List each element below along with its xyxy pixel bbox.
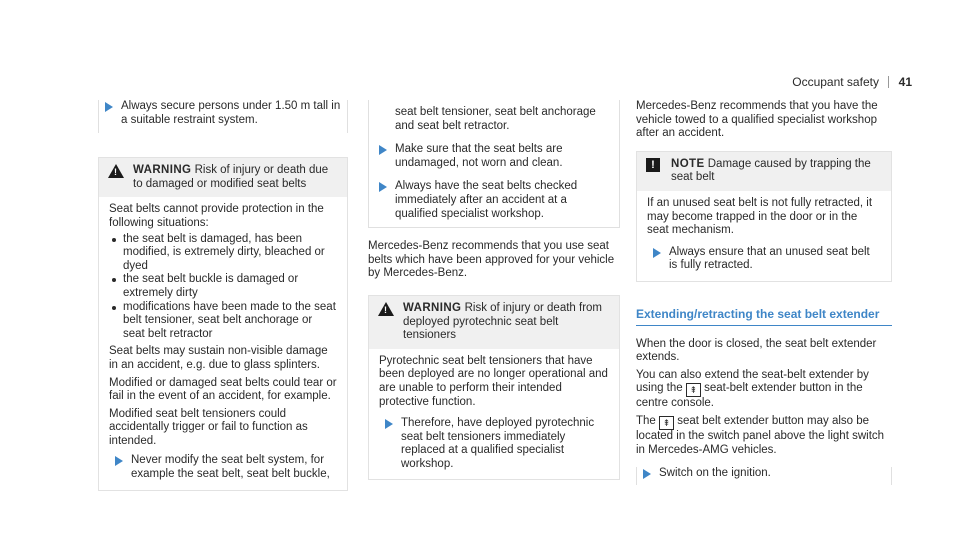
warning-triangle-icon: !	[378, 302, 394, 316]
warning-box	[368, 295, 620, 481]
paragraph: Mercedes-Benz recommends that you have the vehicle towed to a qualified specialist workshop after an accident.	[636, 100, 878, 140]
warning-body: Seat belts cannot provide protection in the following situations: the seat belt is damaged, has been modified, is extremely dirty, bleached or dyed the seat belt buckle is damaged or extremely dirty modifications have been made to the seat belt tensioner, seat belt anchorage or seat belt retractor Seat belts may sustain non-visible damage in an accident, e.g. due to glass splinters. Modified or damaged seat belts could tear or fail in the event of an accident, for example. Modified seat belt tensioners could accidentally trigger or fail to function as intended. Never modify the seat belt system, for example the seat belt, seat belt buckle,	[109, 203, 337, 481]
column-1	[98, 100, 348, 491]
page-header	[792, 76, 912, 90]
note-header: ! NOTE Damage caused by trapping the seat belt	[637, 152, 891, 191]
warning-header: ! WARNING Risk of injury or death from deployed pyrotechnic seat belt tensioners	[369, 296, 619, 349]
step-arrow-icon	[115, 456, 123, 466]
warning-list	[109, 233, 337, 342]
paragraph: When the door is closed, the seat belt extender extends.	[636, 337, 877, 364]
warning-body: Pyrotechnic seat belt tensioners that have been deployed are no longer operational and are unable to perform their intended protective function. Therefore, have deployed pyrotechnic seat belt tensioners immediately replaced at a qualified specialist workshop.	[379, 354, 608, 470]
seat-belt-extender-button-icon: ⇞	[686, 383, 701, 397]
section-title: Occupant safety	[792, 75, 879, 89]
paragraph: Mercedes-Benz recommends that you use seat belts which have been approved for your vehicle by Mercedes-Benz.	[368, 240, 615, 280]
instruction-step: Therefore, have deployed pyrotechnic seat belt tensioners immediately replaced at a qualified specialist workshop.	[379, 417, 609, 471]
page-number: 41	[898, 75, 912, 89]
instruction-step: Always secure persons under 1.50 m tall in a suitable restraint system.	[98, 100, 348, 133]
instruction-step: Always ensure that an unused seat belt is fully retracted.	[647, 246, 881, 273]
instruction-step: Make sure that the seat belts are undamaged, not worn and clean.	[373, 143, 609, 170]
list-item: the seat belt buckle is damaged or extremely dirty	[109, 273, 337, 300]
instruction-step: Switch on the ignition.	[636, 467, 892, 485]
warning-box	[98, 157, 348, 490]
seat-belt-extender-button-icon: ⇞	[659, 416, 674, 430]
step-arrow-icon	[379, 145, 387, 155]
note-body: If an unused seat belt is not fully retracted, it may become trapped in the door or in the seat mechanism. Always ensure that an unused seat belt is fully retracted.	[637, 191, 891, 281]
paragraph: The ⇞ seat belt extender button may also be located in the switch panel above the light switch in Mercedes-AMG vehicles.	[636, 414, 885, 456]
list-item: the seat belt is damaged, has been modified, is extremely dirty, bleached or dyed	[109, 233, 337, 274]
step-arrow-icon	[643, 469, 651, 479]
list-item: modifications have been made to the seat belt tensioner, seat belt anchorage or seat belt retractor	[109, 301, 337, 342]
step-arrow-icon	[379, 182, 387, 192]
column-3	[636, 100, 892, 485]
note-box	[636, 151, 892, 282]
column-2	[368, 100, 620, 480]
paragraph: You can also extend the seat-belt extender by using the ⇞ seat-belt extender button in the centre console.	[636, 368, 869, 410]
step-arrow-icon	[105, 102, 113, 112]
section-heading: Extending/retracting the seat belt extender	[636, 308, 892, 326]
warning-triangle-icon: !	[108, 164, 124, 178]
warning-header: ! WARNING Risk of injury or death due to damaged or modified seat belts	[99, 158, 347, 197]
instruction-step: Never modify the seat belt system, for example the seat belt, seat belt buckle,	[109, 454, 337, 481]
continued-step-box: seat belt tensioner, seat belt anchorage and seat belt retractor. Make sure that the seat belts are undamaged, not worn and clean. Always have the seat belts checked immediately after an accident at a qualified specialist workshop.	[368, 100, 620, 228]
step-arrow-icon	[385, 419, 393, 429]
instruction-step: Always have the seat belts checked immediately after an accident at a qualified specialist workshop.	[373, 180, 609, 221]
note-exclamation-icon: !	[646, 158, 660, 172]
step-arrow-icon	[653, 248, 661, 258]
